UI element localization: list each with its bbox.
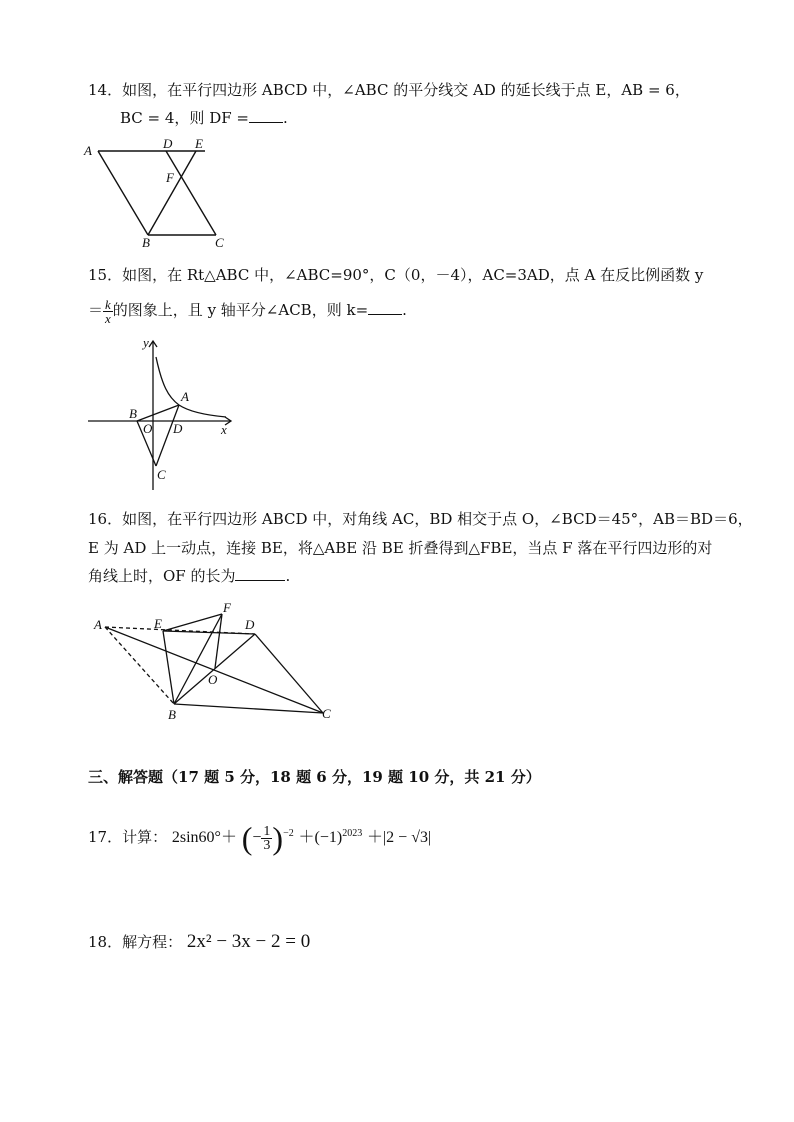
answer-blank-15[interactable]	[368, 300, 402, 315]
q14-period: .	[282, 109, 288, 127]
segment-dc	[255, 634, 323, 713]
fraction-numerator: k	[105, 296, 111, 312]
label-e: E	[154, 616, 162, 631]
label-b: B	[142, 235, 150, 250]
label-c: C	[215, 235, 224, 250]
q15-line2-text: 的图象上，且 y 轴平分∠ACB，则 k=	[112, 301, 369, 319]
label-a: A	[84, 143, 92, 158]
label-d: D	[163, 136, 173, 151]
segment-ba	[137, 405, 179, 421]
q15-equals: ＝	[88, 301, 104, 319]
segment-be	[148, 151, 196, 235]
q15-period: .	[402, 301, 407, 319]
q17-term-power: ＋(−1)	[298, 829, 343, 846]
q15-line1: 15．如图，在 Rt△ABC 中，∠ABC=90°，C（0，－4），AC=3AD，点 A 在反比例函数 y	[88, 266, 704, 284]
q17-exponent-2: 2023	[342, 828, 363, 839]
figure-q14	[80, 135, 250, 250]
segment-fo	[215, 614, 222, 668]
q16-line1: 16．如图，在平行四边形 ABCD 中，对角线 AC，BD 相交于点 O，∠BCD＝45°，AB＝BD＝6，	[88, 510, 753, 528]
fraction-denominator: 3	[263, 837, 271, 853]
fraction-denominator: x	[105, 310, 111, 326]
hyperbola-curve	[156, 357, 226, 417]
q16-line3	[88, 566, 290, 586]
segment-be	[163, 631, 174, 704]
q16-period: .	[285, 567, 291, 585]
segment-ed	[163, 631, 255, 634]
label-d: D	[173, 421, 183, 436]
segment-ab	[98, 151, 148, 235]
label-e: E	[195, 136, 203, 151]
q16-line2: E 为 AD 上一动点，连接 BE，将△ABE 沿 BE 折叠得到△FBE，当点 F 落在平行四边形的对	[88, 539, 713, 557]
q18-equation: 2x² − 3x − 2 = 0	[186, 931, 311, 952]
segment-ef	[163, 614, 222, 631]
diagonal-bd	[174, 634, 255, 704]
q17-exponent-1: −2	[283, 828, 294, 839]
q17-term-sin: 2sin60°＋	[171, 829, 237, 846]
label-b: B	[129, 406, 137, 421]
label-o: O	[208, 672, 218, 687]
label-y: y	[143, 335, 149, 350]
label-o: O	[143, 421, 153, 436]
label-f: F	[223, 600, 231, 615]
q14-line1: 14．如图，在平行四边形 ABCD 中，∠ABC 的平分线交 AD 的延长线于点 E，AB = 6，	[88, 81, 690, 99]
section-3-title: 三、解答题（17 题 5 分，18 题 6 分，19 题 10 分，共 21 分）	[88, 768, 541, 786]
q17-term-abs: ＋|2 − √3|	[366, 829, 432, 846]
q17-line: 17．计算： 2sin60°＋ (− $\frac{1}{3}$ )$^{-2} +(-1)^{2023} +|2 - √3|$	[88, 820, 432, 856]
label-f: F	[166, 170, 174, 185]
answer-blank-16[interactable]	[235, 566, 285, 581]
label-c: C	[157, 467, 166, 482]
label-b: B	[168, 707, 176, 722]
segment-bf	[174, 614, 222, 704]
fraction-one-third	[261, 825, 272, 852]
figure-q15	[88, 335, 248, 495]
segment-cd	[166, 151, 216, 235]
answer-blank-14[interactable]	[249, 108, 283, 123]
q18-line	[88, 929, 310, 955]
q16-line3-text: 角线上时，OF 的长为	[88, 567, 236, 585]
q14-line2-text: BC = 4，则 DF =	[120, 109, 249, 127]
q15-line2	[88, 294, 407, 326]
label-a: A	[181, 389, 189, 404]
label-d: D	[245, 617, 255, 632]
q18-label: 18．解方程：	[88, 933, 183, 951]
label-x: x	[221, 422, 227, 437]
label-a: A	[94, 617, 102, 632]
label-c: C	[322, 706, 331, 721]
q17-negative-sign: −	[252, 829, 262, 846]
figure-q16	[90, 598, 340, 723]
q17-label: 17．计算：	[88, 828, 168, 846]
segment-bc	[174, 704, 323, 713]
fraction-numerator: 1	[263, 823, 271, 839]
q14-line2	[120, 108, 288, 128]
fraction-k-over-x	[103, 298, 113, 325]
